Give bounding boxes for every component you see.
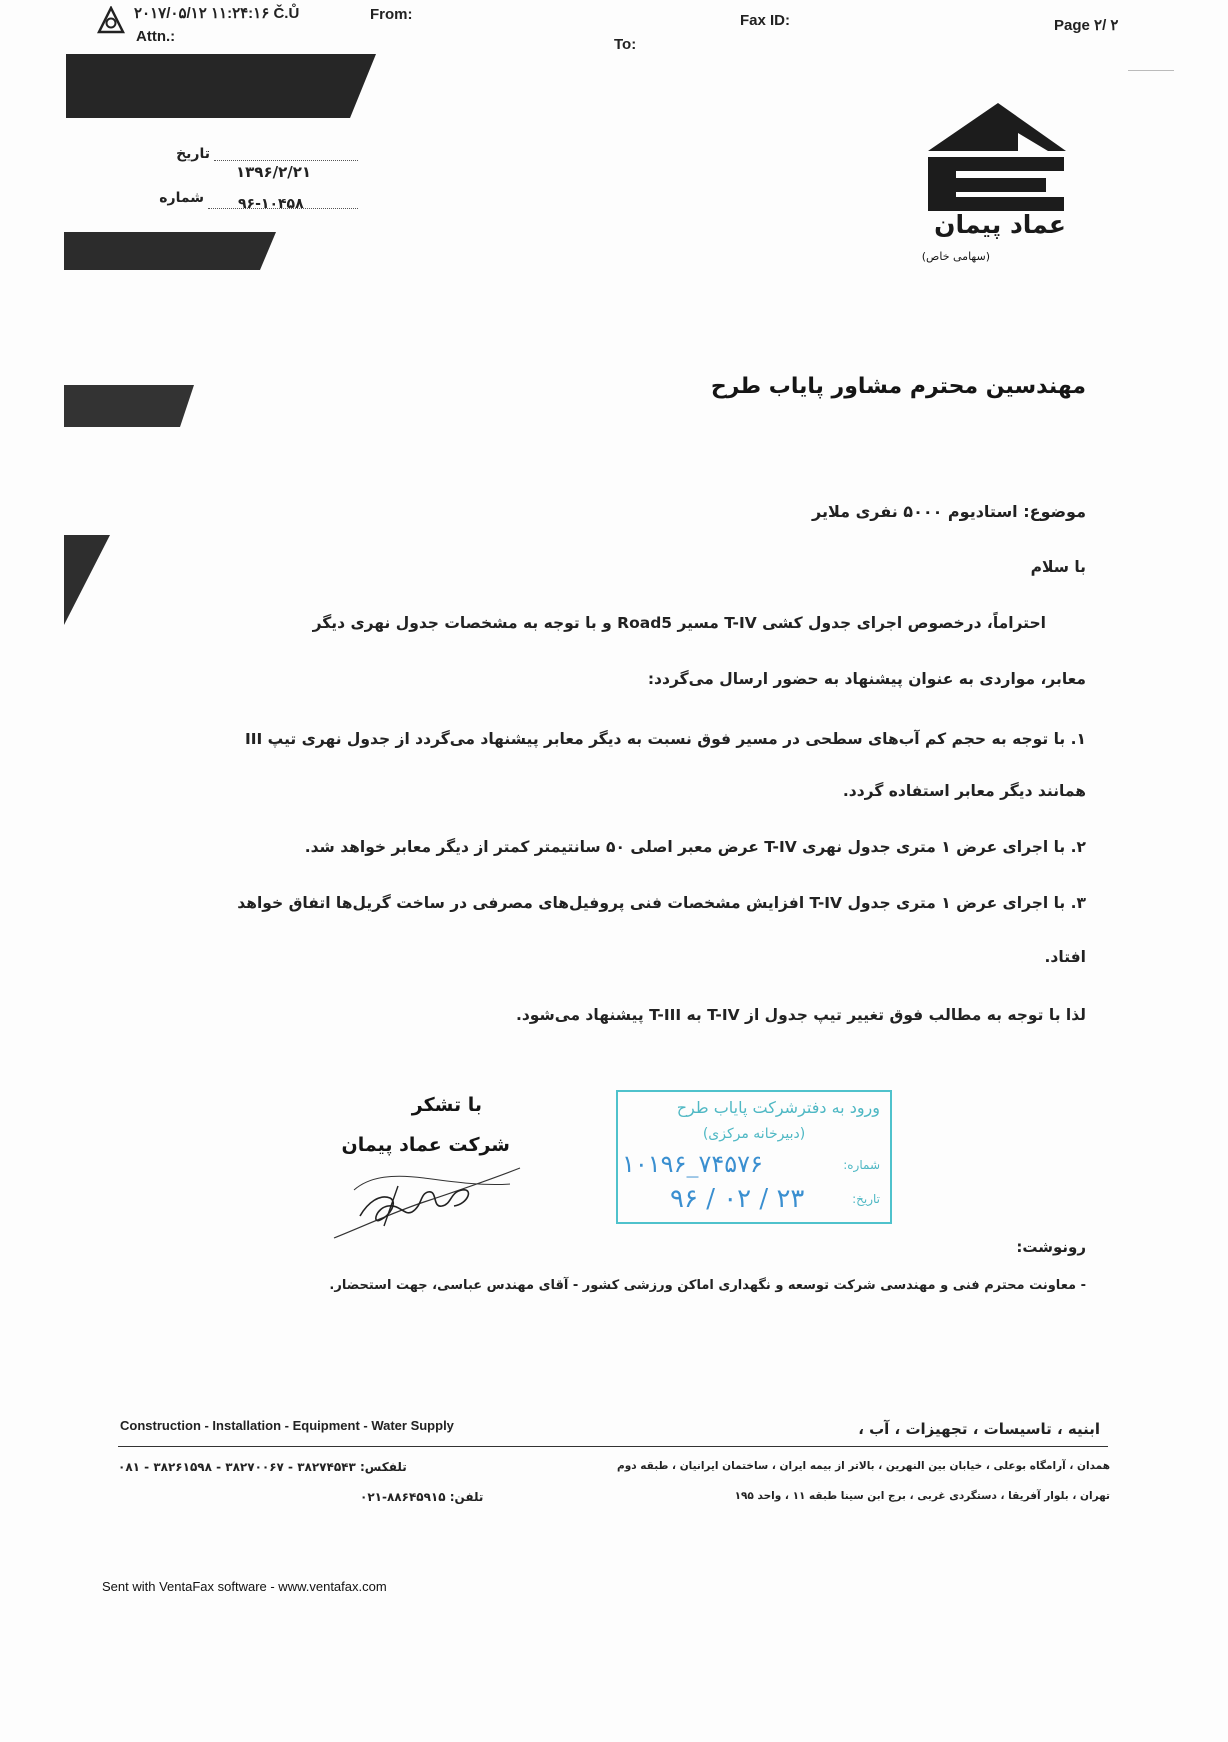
stamp-line-2: (دبیرخانه مرکزی): [702, 1126, 806, 1142]
letter-item-1-line-2: همانند دیگر معابر استفاده گردد.: [842, 782, 1086, 800]
letter-item-3-line-2: افتاد.: [1044, 948, 1086, 966]
scan-mark: [1128, 70, 1174, 71]
fax-attn-label: Attn.:: [136, 28, 176, 45]
date-dotted-line: [214, 160, 358, 161]
letter-conclusion: لذا با توجه به مطالب فوق تغییر تیپ جدول از T-IV به T-III پیشنهاد می‌شود.: [515, 1006, 1086, 1024]
stamp-line-1: ورود به دفترشرکت پایاب طرح: [676, 1098, 880, 1117]
footer-english-tagline: Construction - Installation - Equipment - Water Supply: [120, 1418, 454, 1433]
letter-intro-line-1: احتراماً، درخصوص اجرای جدول کشی T-IV مسیر Road5 و با توجه به مشخصات جدول نهری دیگر: [312, 614, 1046, 632]
company-logo-icon: [928, 103, 1068, 213]
letter-item-1-line-1: ۱. با توجه به حجم کم آب‌های سطحی در مسیر فوق نسبت به دیگر معابر پیشنهاد می‌گردد از جدول نهری تیپ III: [244, 730, 1086, 748]
number-label: شماره: [159, 190, 204, 206]
company-logo-name: عماد پیمان: [934, 210, 1066, 239]
fax-logo-icon: [97, 6, 125, 34]
letter-item-2: ۲. با اجرای عرض ۱ متری جدول نهری T-IV عرض معبر اصلی ۵۰ سانتیمتر کمتر از دیگر معابر خواهد شد.: [304, 838, 1086, 856]
recipient-heading: مهندسین محترم مشاور پایاب طرح: [710, 374, 1086, 399]
ventafax-footer: Sent with VentaFax software - www.ventafax.com: [102, 1579, 387, 1594]
letter-item-3-line-1: ۳. با اجرای عرض ۱ متری جدول T-IV افزایش مشخصات فنی پروفیل‌های مصرفی در ساخت گریل‌ها اتفاق خواهد: [237, 894, 1086, 912]
stamp-date-value: ۹۶ / ۰۲ / ۲۳: [670, 1184, 805, 1214]
date-value: ۱۳۹۶/۲/۲۱: [236, 163, 312, 181]
copy-line: - معاونت محترم فنی و مهندسی شرکت توسعه و نگهداری اماکن ورزشی کشور - آقای مهندس عباسی، جهت استحضار.: [329, 1278, 1086, 1293]
copy-label: رونوشت:: [1016, 1238, 1086, 1256]
signature-thanks: با تشکر: [411, 1094, 482, 1116]
redacted-block: [64, 535, 112, 625]
footer-address-tehran: تهران ، بلوار آفریقا ، دستگردی غربی ، برج ابن سینا طبقه ۱۱ ، واحد ۱۹۵: [734, 1490, 1110, 1502]
receipt-stamp: [616, 1090, 892, 1224]
fax-from-label: From:: [370, 6, 413, 23]
fax-id-label: Fax ID:: [740, 12, 791, 29]
stamp-number-value: ۱۰۱۹۶_۷۴۵۷۶: [622, 1150, 763, 1178]
number-value: ۹۶-۱۰۴۵۸: [238, 196, 304, 212]
fax-to-label: To:: [614, 36, 637, 53]
footer-persian-tagline: ابنیه ، تاسیسات ، تجهیزات ، آب ،: [858, 1420, 1100, 1438]
date-label: تاریخ: [176, 146, 210, 162]
footer-address-hamedan: همدان ، آرامگاه بوعلی ، خیابان بین النهرین ، بالاتر از بیمه ایران ، ساختمان ایرانیان ، طبقه دوم: [617, 1460, 1110, 1472]
footer-divider: [118, 1446, 1108, 1447]
fax-datetime: ۲۰۱۷/۰۵/۱۲ ۱۱:۲۴:۱۶ Č.Ů: [134, 5, 300, 22]
footer-phone-tehran: تلفن: ۸۸۶۴۵۹۱۵-۰۲۱: [360, 1490, 484, 1504]
letter-greeting: با سلام: [1030, 558, 1086, 576]
company-logo-subtitle: (سهامی خاص): [921, 250, 990, 263]
letter-subject: موضوع: استادیوم ۵۰۰۰ نفری ملایر: [812, 502, 1086, 521]
letter-intro-line-2: معابر، مواردی به عنوان پیشنهاد به حضور ارسال می‌گردد:: [647, 670, 1086, 688]
redacted-block: [64, 232, 276, 270]
stamp-date-label: تاریخ:: [852, 1192, 880, 1206]
redacted-block: [64, 385, 194, 427]
redacted-block: [66, 54, 376, 118]
signature-scribble: [324, 1146, 534, 1242]
stamp-number-label: شماره:: [843, 1158, 880, 1172]
fax-page-number: Page ۲/ ۲: [1054, 17, 1119, 34]
signature-company: شرکت عماد پیمان: [341, 1134, 510, 1156]
footer-phones-hamedan: تلفکس: ۳۸۲۷۴۵۴۳ - ۳۸۲۷۰۰۶۷ - ۳۸۲۶۱۵۹۸ - ۰۸۱: [118, 1460, 407, 1474]
